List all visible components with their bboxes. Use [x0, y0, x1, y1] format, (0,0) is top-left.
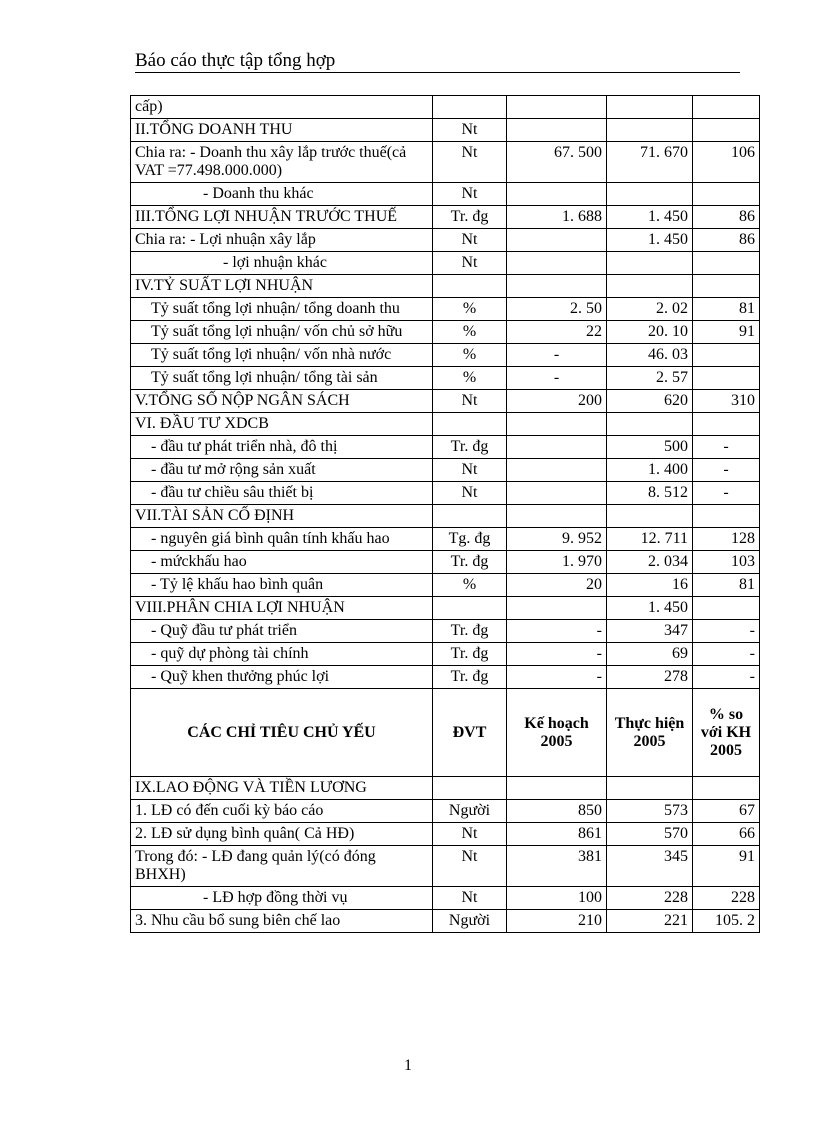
table-row [131, 252, 760, 275]
row-actual-value [607, 183, 693, 206]
row-actual-value [607, 96, 693, 119]
row-unit: Nt [433, 142, 507, 183]
row-label: - đầu tư chiều sâu thiết bị [131, 482, 433, 505]
row-percent-value [693, 505, 760, 528]
row-actual-value: 8. 512 [607, 482, 693, 505]
row-label: Tỷ suất tổng lợi nhuận/ tổng tài sản [131, 367, 433, 390]
row-plan-value: 9. 952 [507, 528, 607, 551]
row-percent-value: 81 [693, 298, 760, 321]
row-actual-value: 16 [607, 574, 693, 597]
row-plan-value: 200 [507, 390, 607, 413]
row-label: - nguyên giá bình quân tính khấu hao [131, 528, 433, 551]
row-unit: % [433, 298, 507, 321]
row-percent-value: 66 [693, 823, 760, 846]
row-percent-value [693, 275, 760, 298]
row-unit: Nt [433, 119, 507, 142]
row-unit: Tr. đg [433, 206, 507, 229]
row-percent-value: 81 [693, 574, 760, 597]
row-actual-value: 278 [607, 666, 693, 689]
page-header-title: Báo cáo thực tập tổng hợp [135, 50, 336, 71]
row-actual-value: 1. 450 [607, 597, 693, 620]
row-unit: Nt [433, 823, 507, 846]
row-actual-value: 620 [607, 390, 693, 413]
row-label: Tỷ suất tổng lợi nhuận/ vốn nhà nước [131, 344, 433, 367]
table-row [131, 275, 760, 298]
row-percent-value: - [693, 620, 760, 643]
row-percent-value: 86 [693, 229, 760, 252]
row-actual-value: 1. 450 [607, 206, 693, 229]
row-unit: Nt [433, 229, 507, 252]
row-percent-value: 91 [693, 846, 760, 887]
table-row [131, 551, 760, 574]
table-row [131, 436, 760, 459]
row-unit: % [433, 344, 507, 367]
row-actual-value: 2. 57 [607, 367, 693, 390]
row-actual-value [607, 275, 693, 298]
row-plan-value: - [507, 643, 607, 666]
row-actual-value: 69 [607, 643, 693, 666]
table-row [131, 119, 760, 142]
row-unit: Nt [433, 252, 507, 275]
row-unit: Nt [433, 183, 507, 206]
table-row [131, 344, 760, 367]
row-plan-value: - [507, 367, 607, 390]
row-label: - mứckhấu hao [131, 551, 433, 574]
row-actual-value [607, 252, 693, 275]
row-percent-value: - [693, 666, 760, 689]
table-row [131, 823, 760, 846]
row-percent-value: - [693, 482, 760, 505]
row-plan-value: 850 [507, 800, 607, 823]
column-header-percent: % so với KH 2005 [693, 689, 760, 777]
report-table-header [131, 689, 760, 777]
row-percent-value: 91 [693, 321, 760, 344]
row-percent-value: 86 [693, 206, 760, 229]
table-row [131, 887, 760, 910]
table-row [131, 413, 760, 436]
table-row [131, 846, 760, 887]
table-row [131, 574, 760, 597]
row-plan-value: 1. 970 [507, 551, 607, 574]
row-percent-value: - [693, 643, 760, 666]
row-label: VII.TÀI SẢN CỐ ĐỊNH [131, 505, 433, 528]
row-unit: Nt [433, 459, 507, 482]
row-percent-value [693, 344, 760, 367]
table-row [131, 321, 760, 344]
row-percent-value [693, 96, 760, 119]
row-label: Tỷ suất tổng lợi nhuận/ tổng doanh thu [131, 298, 433, 321]
row-actual-value: 1. 450 [607, 229, 693, 252]
row-label: - Quỹ đầu tư phát triển [131, 620, 433, 643]
row-actual-value: 2. 02 [607, 298, 693, 321]
table-row [131, 142, 760, 183]
row-actual-value: 1. 400 [607, 459, 693, 482]
row-unit: Tg. đg [433, 528, 507, 551]
row-actual-value: 347 [607, 620, 693, 643]
row-actual-value: 345 [607, 846, 693, 887]
row-percent-value: - [693, 436, 760, 459]
row-label: - Tỷ lệ khấu hao bình quân [131, 574, 433, 597]
row-unit: Nt [433, 887, 507, 910]
row-plan-value: 22 [507, 321, 607, 344]
row-percent-value: 106 [693, 142, 760, 183]
row-actual-value: 2. 034 [607, 551, 693, 574]
table-row [131, 910, 760, 933]
table-row [131, 229, 760, 252]
row-unit: Tr. đg [433, 551, 507, 574]
table-row [131, 620, 760, 643]
row-unit: Người [433, 800, 507, 823]
row-plan-value: 210 [507, 910, 607, 933]
row-unit: Tr. đg [433, 666, 507, 689]
row-plan-value [507, 413, 607, 436]
row-plan-value [507, 229, 607, 252]
row-label: - LĐ hợp đồng thời vụ [131, 887, 433, 910]
row-plan-value: - [507, 620, 607, 643]
row-plan-value: 100 [507, 887, 607, 910]
row-label: cấp) [131, 96, 433, 119]
row-plan-value [507, 119, 607, 142]
page-header [135, 50, 740, 73]
row-unit: Tr. đg [433, 436, 507, 459]
table-row [131, 206, 760, 229]
row-label: Tỷ suất tổng lợi nhuận/ vốn chủ sở hữu [131, 321, 433, 344]
row-percent-value [693, 183, 760, 206]
row-label: V.TỔNG SỐ NỘP NGÂN SÁCH [131, 390, 433, 413]
row-label: 1. LĐ có đến cuối kỳ báo cáo [131, 800, 433, 823]
row-percent-value [693, 777, 760, 800]
row-percent-value [693, 252, 760, 275]
row-actual-value: 500 [607, 436, 693, 459]
row-label: VIII.PHÂN CHIA LỢI NHUẬN [131, 597, 433, 620]
row-unit: Nt [433, 482, 507, 505]
row-plan-value: 861 [507, 823, 607, 846]
row-plan-value [507, 459, 607, 482]
report-table-body-top [131, 96, 760, 689]
row-percent-value: 128 [693, 528, 760, 551]
row-actual-value: 71. 670 [607, 142, 693, 183]
row-percent-value [693, 597, 760, 620]
table-row [131, 482, 760, 505]
table-row [131, 643, 760, 666]
row-plan-value: 67. 500 [507, 142, 607, 183]
row-label: Trong đó: - LĐ đang quản lý(có đóng BHXH) [131, 846, 433, 887]
row-plan-value [507, 275, 607, 298]
row-label: Chia ra: - Lợi nhuận xây lắp [131, 229, 433, 252]
row-label: III.TỔNG LỢI NHUẬN TRƯỚC THUẾ [131, 206, 433, 229]
row-plan-value [507, 505, 607, 528]
row-percent-value: - [693, 459, 760, 482]
row-label: - đầu tư mở rộng sản xuất [131, 459, 433, 482]
row-label: - quỹ dự phòng tài chính [131, 643, 433, 666]
row-label: - Quỹ khen thưởng phúc lợi [131, 666, 433, 689]
table-row [131, 800, 760, 823]
row-plan-value [507, 436, 607, 459]
row-actual-value [607, 505, 693, 528]
row-label: II.TỔNG DOANH THU [131, 119, 433, 142]
row-label: - Doanh thu khác [131, 183, 433, 206]
row-unit: Tr. đg [433, 620, 507, 643]
row-plan-value: 381 [507, 846, 607, 887]
table-row [131, 183, 760, 206]
row-percent-value [693, 413, 760, 436]
row-percent-value: 67 [693, 800, 760, 823]
row-label: - đầu tư phát triển nhà, đô thị [131, 436, 433, 459]
row-plan-value: 2. 50 [507, 298, 607, 321]
row-actual-value [607, 777, 693, 800]
row-plan-value [507, 183, 607, 206]
row-unit: Tr. đg [433, 643, 507, 666]
row-unit: Nt [433, 390, 507, 413]
column-header-label: CÁC CHỈ TIÊU CHỦ YẾU [131, 689, 433, 777]
row-actual-value: 570 [607, 823, 693, 846]
report-table [130, 95, 760, 933]
row-plan-value [507, 96, 607, 119]
row-actual-value: 221 [607, 910, 693, 933]
row-label: 2. LĐ sử dụng bình quân( Cả HĐ) [131, 823, 433, 846]
row-label: Chia ra: - Doanh thu xây lắp trước thuế(cả VAT =77.498.000.000) [131, 142, 433, 183]
table-row [131, 298, 760, 321]
row-plan-value [507, 597, 607, 620]
row-actual-value: 573 [607, 800, 693, 823]
row-label: VI. ĐẦU TƯ XDCB [131, 413, 433, 436]
row-unit [433, 597, 507, 620]
row-actual-value: 46. 03 [607, 344, 693, 367]
row-unit: Người [433, 910, 507, 933]
row-actual-value: 12. 711 [607, 528, 693, 551]
row-actual-value: 228 [607, 887, 693, 910]
row-unit [433, 96, 507, 119]
row-actual-value: 20. 10 [607, 321, 693, 344]
row-unit: % [433, 367, 507, 390]
row-percent-value [693, 119, 760, 142]
row-actual-value [607, 413, 693, 436]
row-unit [433, 777, 507, 800]
row-label: 3. Nhu cầu bổ sung biên chế lao [131, 910, 433, 933]
row-unit: % [433, 574, 507, 597]
table-row [131, 597, 760, 620]
table-row [131, 367, 760, 390]
table-row [131, 666, 760, 689]
row-percent-value [693, 367, 760, 390]
row-plan-value [507, 777, 607, 800]
report-table-body-bottom [131, 777, 760, 933]
row-plan-value: 20 [507, 574, 607, 597]
row-percent-value: 228 [693, 887, 760, 910]
table-row [131, 96, 760, 119]
row-unit [433, 275, 507, 298]
row-percent-value: 310 [693, 390, 760, 413]
row-actual-value [607, 119, 693, 142]
row-plan-value: 1. 688 [507, 206, 607, 229]
row-percent-value: 105. 2 [693, 910, 760, 933]
page-number: 1 [404, 1057, 412, 1074]
row-unit [433, 413, 507, 436]
table-row [131, 459, 760, 482]
column-header-plan: Kế hoạch 2005 [507, 689, 607, 777]
column-header-unit: ĐVT [433, 689, 507, 777]
row-unit: Nt [433, 846, 507, 887]
table-row [131, 390, 760, 413]
row-label: - lợi nhuận khác [131, 252, 433, 275]
row-label: IX.LAO ĐỘNG VÀ TIỀN LƯƠNG [131, 777, 433, 800]
column-header-row [131, 689, 760, 777]
table-row [131, 777, 760, 800]
row-unit [433, 505, 507, 528]
row-plan-value: - [507, 666, 607, 689]
row-plan-value [507, 482, 607, 505]
row-plan-value [507, 252, 607, 275]
column-header-actual: Thực hiện 2005 [607, 689, 693, 777]
row-label: IV.TỶ SUẤT LỢI NHUẬN [131, 275, 433, 298]
table-row [131, 505, 760, 528]
row-plan-value: - [507, 344, 607, 367]
table-row [131, 528, 760, 551]
row-percent-value: 103 [693, 551, 760, 574]
row-unit: % [433, 321, 507, 344]
